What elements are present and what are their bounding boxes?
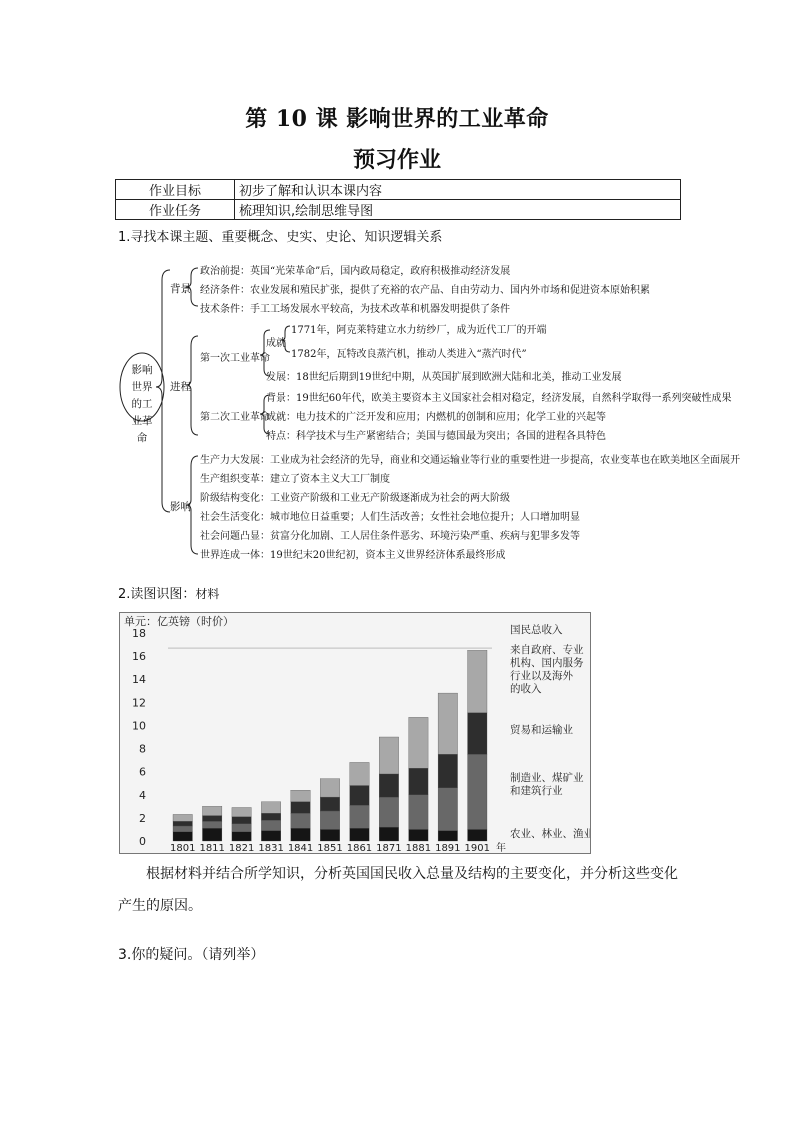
bar-segment bbox=[261, 813, 280, 820]
y-tick-label: 6 bbox=[139, 765, 146, 779]
bar-segment bbox=[202, 806, 221, 815]
table-value: 初步了解和认识本课内容 bbox=[235, 180, 681, 200]
mind-map-node: 政治前提：英国“光荣革命”后，国内政局稳定，政府积极推动经济发展 bbox=[200, 266, 511, 277]
income-chart-frame bbox=[119, 612, 591, 854]
bar-segment bbox=[379, 774, 398, 797]
mind-map-node-first-revolution: 第一次工业革命 bbox=[200, 353, 270, 364]
x-tick-label: 1841 bbox=[287, 843, 314, 853]
bar-segment bbox=[379, 797, 398, 827]
legend-entry: 来自政府、专业机构、国内服务行业以及海外的收入 bbox=[510, 644, 584, 695]
mind-map-node: 1771年，阿克莱特建立水力纺纱厂，成为近代工厂的开端 bbox=[291, 325, 547, 336]
x-tick-label: 1901 bbox=[464, 843, 490, 853]
bar-segment bbox=[291, 828, 310, 841]
mind-map-node: 生产力大发展：工业成为社会经济的先导，商业和交通运输业等行业的重要性进一步提高，农业变革也在欧美地区全面展开 bbox=[200, 455, 740, 466]
mind-map-node: 特点：科学技术与生产紧密结合；美国与德国最为突出；各国的进程各具特色 bbox=[266, 431, 606, 442]
analysis-question: 根据材料并结合所学知识，分析英国国民收入总量及结构的主要变化，并分析这些变化产生的原因。 bbox=[118, 866, 678, 914]
bar-segment bbox=[261, 820, 280, 830]
bar-segment bbox=[232, 832, 251, 841]
bar-segment bbox=[173, 832, 192, 841]
mind-map-node: 背景：19世纪60年代，欧美主要资本主义国家社会相对稳定，经济发展，自然科学取得一系列突破性成果 bbox=[266, 393, 732, 404]
bar-segment bbox=[350, 805, 369, 828]
question-2-prefix: 2.读图识图： bbox=[118, 587, 196, 602]
mind-map-node: 1782年，瓦特改良蒸汽机，推动人类进入“蒸汽时代” bbox=[291, 349, 527, 360]
bar-segment bbox=[173, 814, 192, 821]
branch-label-background: 背景 bbox=[170, 283, 191, 295]
question-3: 3.你的疑问。（请列举） bbox=[118, 947, 265, 963]
bar-segment bbox=[232, 807, 251, 816]
legend-entry: 制造业、煤矿业和建筑行业 bbox=[510, 772, 584, 797]
x-axis-suffix: 年 bbox=[496, 843, 506, 853]
income-chart bbox=[120, 613, 590, 853]
bar-segment bbox=[291, 790, 310, 802]
mind-map-node-achievements: 成就 bbox=[266, 338, 286, 349]
mind-map-node: 社会生活变化：城市地位日益重要；人们生活改善；女性社会地位提升；人口增加明显 bbox=[200, 512, 580, 523]
y-tick-label: 2 bbox=[139, 811, 146, 825]
mind-map-node: 技术条件：手工工场发展水平较高，为技术改革和机器发明提供了条件 bbox=[200, 304, 510, 315]
bar-segment bbox=[232, 817, 251, 824]
bar-segment bbox=[350, 828, 369, 841]
x-tick-label: 1861 bbox=[346, 843, 373, 853]
question-2 bbox=[118, 583, 219, 602]
x-tick-label: 1821 bbox=[228, 843, 255, 853]
branch-label-impact: 影响 bbox=[170, 501, 191, 513]
bar-segment bbox=[202, 828, 221, 841]
mind-map-node: 社会问题凸显：贫富分化加剧、工人居住条件恶劣、环境污染严重、疾病与犯罪多发等 bbox=[200, 531, 580, 542]
table-key: 作业目标 bbox=[116, 180, 235, 200]
bar-segment bbox=[468, 754, 487, 829]
bar-segment bbox=[438, 693, 457, 754]
mind-map-node: 世界连成一体：19世纪末20世纪初，资本主义世界经济体系最终形成 bbox=[200, 550, 506, 561]
legend-entry: 贸易和运输业 bbox=[510, 724, 573, 736]
material-label: 材料 bbox=[195, 587, 220, 601]
bar-segment bbox=[320, 797, 339, 811]
x-tick-label: 1811 bbox=[199, 843, 225, 853]
bar-segment bbox=[261, 831, 280, 841]
y-tick-label: 10 bbox=[132, 719, 146, 733]
bar-segment bbox=[379, 737, 398, 774]
bar-segment bbox=[468, 713, 487, 755]
y-tick-label: 18 bbox=[132, 627, 146, 640]
bar-segment bbox=[291, 802, 310, 814]
x-tick-label: 1831 bbox=[258, 843, 284, 853]
mind-map-node: 生产组织变革：建立了资本主义大工厂制度 bbox=[200, 474, 390, 485]
bar-segment bbox=[350, 786, 369, 806]
table-key: 作业任务 bbox=[116, 200, 235, 220]
y-tick-label: 0 bbox=[139, 835, 146, 848]
x-tick-label: 1871 bbox=[376, 843, 402, 853]
question-1: 1.寻找本课主题、重要概念、史实、史论、知识逻辑关系 bbox=[118, 230, 443, 245]
bar-segment bbox=[320, 811, 339, 829]
bar-segment bbox=[468, 829, 487, 841]
page-title: 第 10 课 影响世界的工业革命 bbox=[245, 106, 549, 132]
y-tick-label: 14 bbox=[132, 673, 146, 687]
bar-segment bbox=[468, 650, 487, 712]
table-value: 梳理知识,绘制思维导图 bbox=[235, 200, 681, 220]
bar-segment bbox=[320, 779, 339, 797]
bar-segment bbox=[320, 829, 339, 841]
branch-label-process: 进程 bbox=[170, 381, 191, 393]
bar-segment bbox=[409, 768, 428, 795]
bar-segment bbox=[173, 826, 192, 832]
mind-map-node: 阶级结构变化：工业资产阶级和工业无产阶级逐渐成为社会的两大阶级 bbox=[200, 493, 510, 504]
bar-segment bbox=[202, 816, 221, 822]
legend-entry: 国民总收入 bbox=[510, 624, 563, 636]
y-tick-label: 8 bbox=[139, 742, 146, 756]
bar-segment bbox=[438, 831, 457, 841]
bar-segment bbox=[409, 829, 428, 841]
bar-segment bbox=[173, 821, 192, 826]
y-tick-label: 12 bbox=[132, 696, 146, 710]
mind-map-node: 经济条件：农业发展和殖民扩张，提供了充裕的农产品、自由劳动力、国内外市场和促进资本原始积累 bbox=[200, 285, 650, 296]
bar-segment bbox=[350, 762, 369, 785]
legend-entry: 农业、林业、渔业 bbox=[510, 828, 590, 840]
x-tick-label: 1851 bbox=[317, 843, 343, 853]
mind-map-node: 发展：18世纪后期到19世纪中期，从英国扩展到欧洲大陆和北美，推动工业发展 bbox=[266, 372, 622, 383]
y-tick-label: 4 bbox=[139, 788, 146, 802]
mind-map-node: 成就：电力技术的广泛开发和应用；内燃机的创制和应用；化学工业的兴起等 bbox=[266, 412, 606, 423]
bar-segment bbox=[232, 824, 251, 832]
x-tick-label: 1881 bbox=[405, 843, 432, 853]
bar-segment bbox=[291, 813, 310, 828]
bar-segment bbox=[409, 795, 428, 830]
bar-segment bbox=[438, 788, 457, 831]
bar-segment bbox=[261, 802, 280, 814]
bar-segment bbox=[409, 717, 428, 768]
page-subtitle: 预习作业 bbox=[352, 147, 441, 173]
y-tick-label: 16 bbox=[132, 650, 146, 664]
x-tick-label: 1801 bbox=[170, 843, 196, 853]
chart-unit-label: 单元：亿英镑（时价） bbox=[124, 615, 234, 628]
mind-map-center: 影响世界的工业革命 bbox=[131, 364, 153, 444]
mind-map-node-second-revolution: 第二次工业革命 bbox=[200, 412, 270, 423]
bar-segment bbox=[202, 821, 221, 828]
bar-segment bbox=[379, 827, 398, 841]
x-tick-label: 1891 bbox=[435, 843, 461, 853]
bar-segment bbox=[438, 754, 457, 788]
